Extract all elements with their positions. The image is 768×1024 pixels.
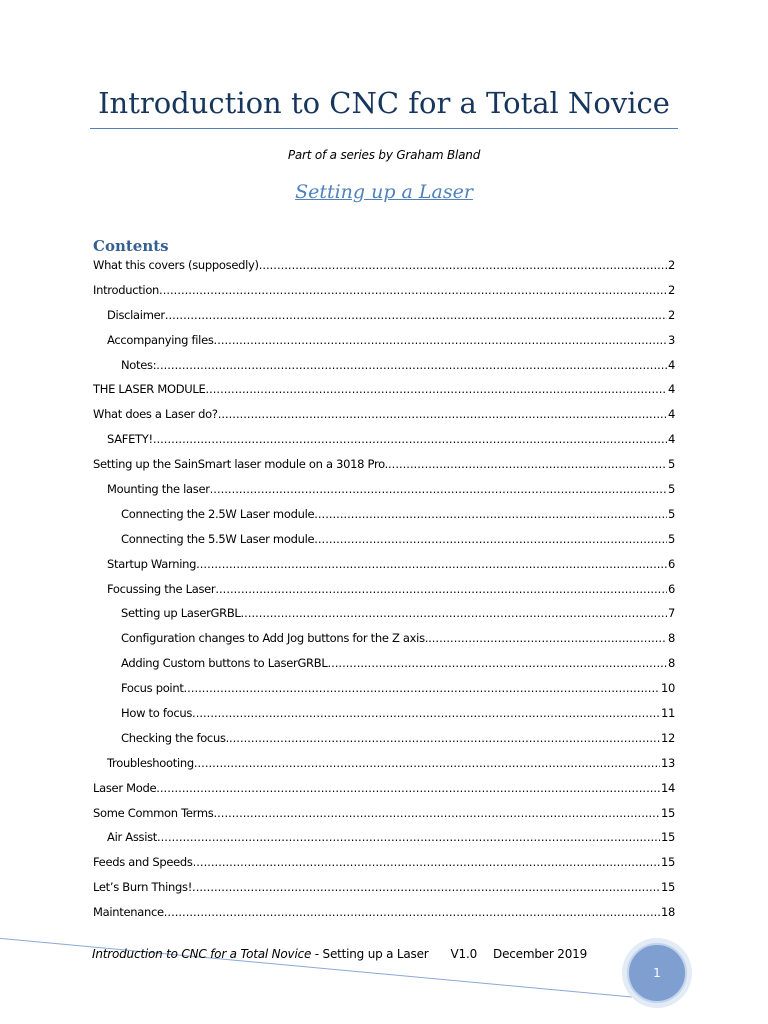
- toc-dot-leader: [159, 283, 667, 297]
- toc-dot-leader: [192, 706, 660, 720]
- toc-dot-leader: [218, 407, 667, 421]
- toc-entry-title: Laser Mode: [93, 780, 157, 795]
- toc-entry-page: 8: [667, 656, 675, 671]
- toc-entry-title: Connecting the 5.5W Laser module: [121, 531, 315, 546]
- footer-version: V1.0: [450, 947, 478, 961]
- toc-entry-title: Air Assist: [107, 830, 157, 845]
- toc-entry[interactable]: [93, 880, 675, 905]
- toc-entry-page: 4: [667, 357, 675, 372]
- toc-entry-page: 2: [667, 307, 675, 322]
- toc-entry-page: 7: [667, 606, 675, 621]
- toc-entry-title: Focus point: [121, 681, 184, 696]
- toc-entry[interactable]: [93, 681, 675, 706]
- toc-entry[interactable]: [93, 507, 675, 532]
- toc-entry-title: Setting up the SainSmart laser module on a 3018 Pro.: [93, 457, 389, 472]
- toc-entry-title: Configuration changes to Add Jog buttons for the Z axis.: [121, 631, 429, 646]
- toc-entry-page: 11: [660, 706, 675, 721]
- toc-dot-leader: [192, 880, 660, 894]
- toc-entry-title: Checking the focus.: [121, 730, 229, 745]
- toc-entry-title: Connecting the 2.5W Laser module: [121, 506, 315, 521]
- toc-entry-page: 4: [667, 407, 675, 422]
- toc-entry-title: THE LASER MODULE: [93, 382, 206, 397]
- document-subtitle: Setting up a Laser: [295, 181, 473, 203]
- toc-entry-page: 2: [667, 282, 675, 297]
- toc-entry-page: 15: [660, 855, 675, 870]
- contents-heading: Contents: [93, 237, 169, 255]
- toc-dot-leader: [327, 656, 667, 670]
- toc-entry[interactable]: [93, 358, 675, 383]
- toc-entry-title: Some Common Terms: [93, 805, 214, 820]
- toc-entry-title: SAFETY!: [107, 432, 153, 447]
- toc-entry[interactable]: [93, 432, 675, 457]
- toc-entry-title: Maintenance: [93, 905, 164, 920]
- title-divider: [90, 128, 678, 129]
- table-of-contents: [93, 258, 675, 930]
- toc-entry[interactable]: [93, 333, 675, 358]
- footer-subtitle: - Setting up a Laser: [311, 947, 429, 961]
- toc-entry[interactable]: [93, 656, 675, 681]
- toc-entry-title: Disclaimer: [107, 307, 165, 322]
- toc-entry[interactable]: [93, 631, 675, 656]
- toc-entry-title: Introduction: [93, 282, 160, 297]
- toc-entry[interactable]: [93, 706, 675, 731]
- toc-entry-page: 15: [660, 880, 675, 895]
- toc-dot-leader: [214, 806, 660, 820]
- toc-entry[interactable]: [93, 756, 675, 781]
- page-footer: [92, 947, 587, 961]
- toc-dot-leader: [193, 855, 660, 869]
- toc-dot-leader: [241, 606, 667, 620]
- toc-entry[interactable]: [93, 457, 675, 482]
- toc-entry-page: 8: [667, 631, 675, 646]
- toc-entry-title: Notes:: [121, 357, 157, 372]
- page-number: 1: [627, 943, 687, 1003]
- toc-entry[interactable]: [93, 855, 675, 880]
- toc-entry[interactable]: [93, 283, 675, 308]
- toc-entry[interactable]: [93, 532, 675, 557]
- toc-dot-leader: [157, 830, 660, 844]
- footer-date: December 2019: [493, 947, 588, 961]
- toc-entry-page: 18: [660, 905, 675, 920]
- toc-dot-leader: [259, 258, 667, 272]
- page-number-badge: [622, 938, 692, 1008]
- toc-entry-title: Let’s Burn Things!: [93, 880, 193, 895]
- toc-entry-page: 15: [660, 805, 675, 820]
- toc-entry-page: 2: [667, 258, 675, 272]
- toc-entry[interactable]: [93, 557, 675, 582]
- toc-entry[interactable]: [93, 582, 675, 607]
- toc-dot-leader: [184, 681, 660, 695]
- toc-dot-leader: [164, 905, 660, 919]
- toc-dot-leader: [214, 333, 667, 347]
- toc-entry-title: Adding Custom buttons to LaserGRBL: [121, 656, 328, 671]
- toc-entry-page: 4: [667, 382, 675, 397]
- toc-dot-leader: [156, 358, 667, 372]
- toc-dot-leader: [210, 482, 667, 496]
- toc-entry-title: Focussing the Laser: [107, 581, 216, 596]
- series-byline: Part of a series by Graham Bland: [287, 148, 481, 162]
- toc-entry-page: 5: [667, 531, 675, 546]
- toc-entry[interactable]: [93, 258, 675, 283]
- toc-entry-title: Feeds and Speeds: [93, 855, 193, 870]
- toc-entry[interactable]: [93, 606, 675, 631]
- toc-dot-leader: [314, 507, 667, 521]
- toc-dot-leader: [314, 532, 667, 546]
- toc-entry[interactable]: [93, 905, 675, 930]
- toc-dot-leader: [215, 582, 667, 596]
- toc-entry-title: Setting up LaserGRBL: [121, 606, 241, 621]
- toc-entry[interactable]: [93, 781, 675, 806]
- toc-dot-leader: [156, 781, 660, 795]
- toc-entry-page: 14: [660, 780, 675, 795]
- toc-entry-page: 10: [660, 681, 675, 696]
- toc-dot-leader: [194, 756, 660, 770]
- document-title: Introduction to CNC for a Total Novice: [98, 86, 670, 120]
- toc-dot-leader: [388, 457, 667, 471]
- toc-entry[interactable]: [93, 482, 675, 507]
- toc-entry-title: What does a Laser do?: [93, 407, 218, 422]
- toc-entry[interactable]: [93, 731, 675, 756]
- toc-entry[interactable]: [93, 806, 675, 831]
- toc-dot-leader: [229, 731, 660, 745]
- toc-entry-title: Troubleshooting: [107, 755, 194, 770]
- toc-entry-title: How to focus: [121, 706, 193, 721]
- toc-entry-page: 12: [660, 730, 675, 745]
- toc-entry-page: 5: [667, 457, 675, 472]
- toc-dot-leader: [165, 308, 667, 322]
- toc-entry-page: 6: [667, 581, 675, 596]
- toc-entry[interactable]: [93, 830, 675, 855]
- toc-entry-page: 3: [667, 332, 675, 347]
- toc-entry[interactable]: [93, 382, 675, 407]
- toc-entry-page: 6: [667, 556, 675, 571]
- toc-entry-title: Mounting the laser: [107, 482, 210, 497]
- toc-entry[interactable]: [93, 407, 675, 432]
- toc-entry-page: 5: [667, 482, 675, 497]
- toc-entry-title: Startup Warning: [107, 556, 197, 571]
- toc-entry-title: What this covers (supposedly): [93, 258, 259, 272]
- toc-dot-leader: [428, 631, 667, 645]
- toc-entry-page: 5: [667, 506, 675, 521]
- toc-entry-page: 4: [667, 432, 675, 447]
- toc-entry-page: 15: [660, 830, 675, 845]
- toc-dot-leader: [205, 382, 667, 396]
- footer-title: Introduction to CNC for a Total Novice: [92, 947, 312, 961]
- toc-dot-leader: [153, 432, 667, 446]
- toc-entry-title: Accompanying files: [107, 332, 214, 347]
- toc-entry-page: 13: [660, 755, 675, 770]
- toc-entry[interactable]: [93, 308, 675, 333]
- toc-dot-leader: [196, 557, 667, 571]
